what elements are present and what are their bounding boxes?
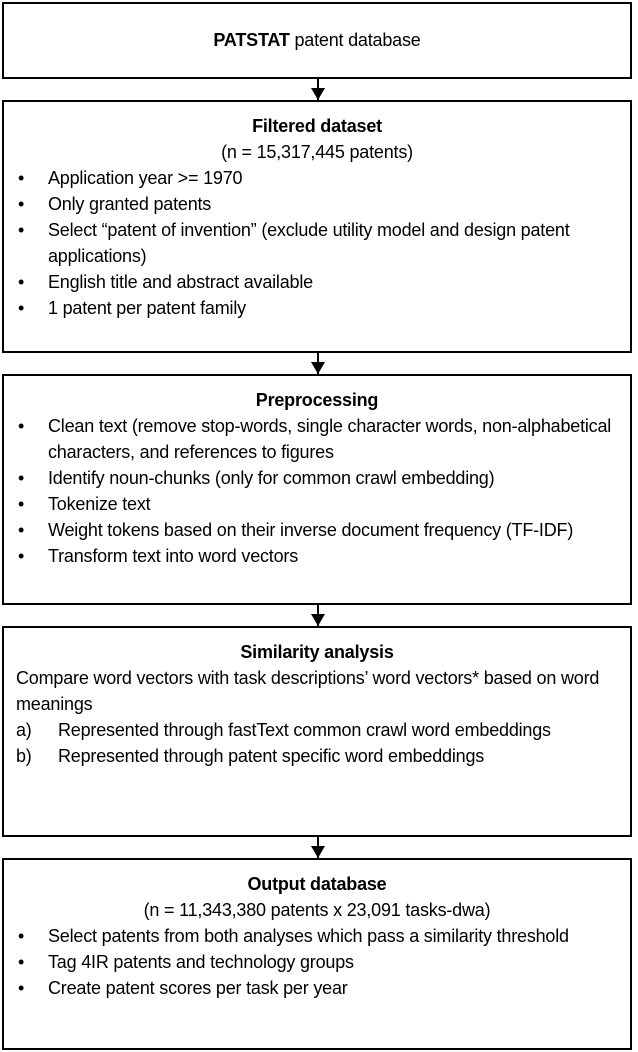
list-item: • Select patents from both analyses which pass a similarity threshold bbox=[18, 926, 569, 946]
list-item: • Identify noun-chunks (only for common crawl embedding) bbox=[18, 468, 495, 488]
list-item: • Tokenize text bbox=[18, 494, 151, 514]
list-item: • Only granted patents bbox=[18, 194, 212, 214]
box-title: Similarity analysis bbox=[240, 642, 394, 662]
list-item: • Transform text into word vectors bbox=[18, 546, 299, 566]
list-item: • Tag 4IR patents and technology groups bbox=[18, 952, 354, 972]
list-item: • Clean text (remove stop-words, single character words, non-alphabetical characters, and references to figures bbox=[18, 416, 612, 462]
box-subtitle: (n = 11,343,380 patents x 23,091 tasks-dwa) bbox=[143, 900, 491, 920]
box-title: Preprocessing bbox=[255, 390, 379, 410]
output-database-box bbox=[2, 858, 632, 1050]
box-intro: Compare word vectors with task descriptions’ word vectors* based on word meanings bbox=[16, 668, 600, 714]
box-title: Output database bbox=[247, 874, 387, 894]
list-item: • Weight tokens based on their inverse document frequency (TF-IDF) bbox=[18, 520, 574, 540]
patstat-label: PATSTAT patent database bbox=[213, 30, 421, 50]
list-item: • Create patent scores per task per year bbox=[18, 978, 348, 998]
box-subtitle: (n = 15,317,445 patents) bbox=[221, 142, 413, 162]
filtered-dataset-box bbox=[2, 100, 632, 353]
patstat-box bbox=[2, 2, 632, 79]
list-item: b) Represented through patent specific word embeddings bbox=[16, 746, 485, 766]
arrow-4 bbox=[317, 837, 319, 858]
list-item: • Application year >= 1970 bbox=[18, 168, 243, 188]
arrow-3 bbox=[317, 605, 319, 626]
box-title: Filtered dataset bbox=[252, 116, 382, 136]
list-item: • 1 patent per patent family bbox=[18, 298, 246, 318]
arrow-1 bbox=[317, 79, 319, 100]
list-item: • Select “patent of invention” (exclude utility model and design patent applications) bbox=[18, 220, 570, 266]
preprocessing-box bbox=[2, 374, 632, 605]
arrow-2 bbox=[317, 353, 319, 374]
list-item: a) Represented through fastText common crawl word embeddings bbox=[16, 720, 551, 740]
list-item: • English title and abstract available bbox=[18, 272, 313, 292]
similarity-analysis-box bbox=[2, 626, 632, 837]
